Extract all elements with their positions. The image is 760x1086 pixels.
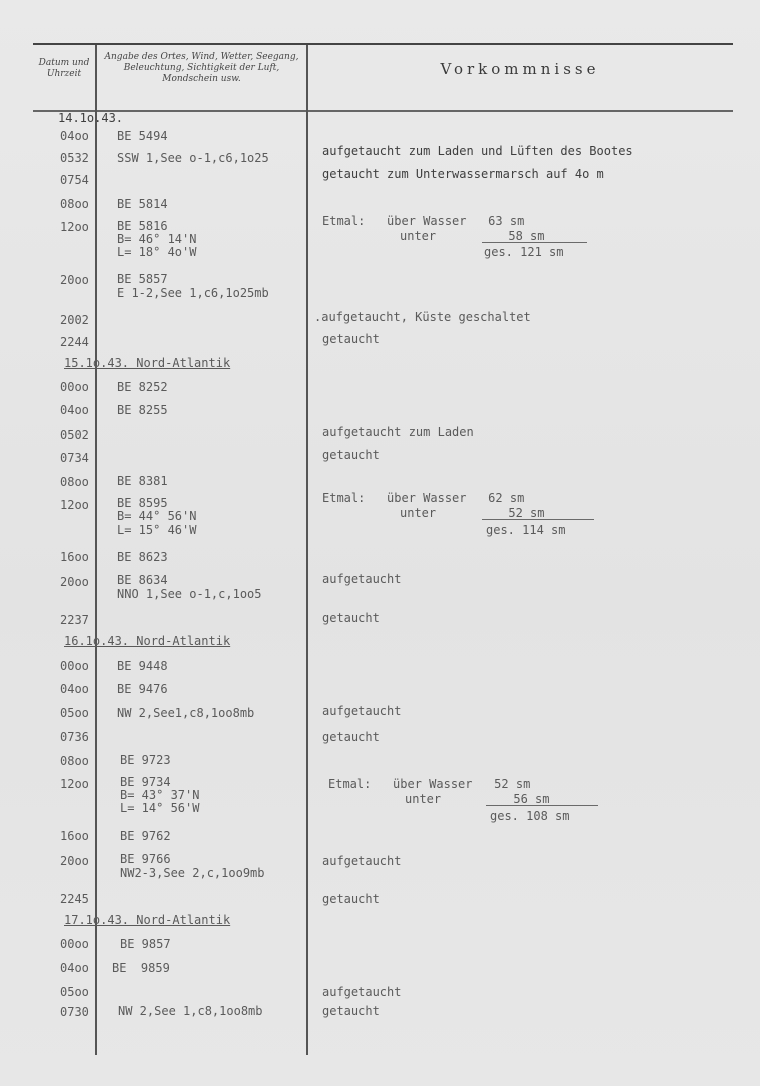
event-cell: getaucht zum Unterwassermarsch auf 4o m xyxy=(322,167,604,181)
latitude-cell: B= 46° 14'N xyxy=(117,232,197,246)
time-cell: 08oo xyxy=(60,197,89,211)
time-cell: 05oo xyxy=(60,706,89,720)
column-divider-date xyxy=(95,45,97,1055)
time-cell: 04oo xyxy=(60,129,89,143)
position-cell: BE 9766 xyxy=(120,852,171,866)
time-cell: 0532 xyxy=(60,151,89,165)
position-cell: BE 8634 xyxy=(117,573,168,587)
top-rule xyxy=(33,43,733,45)
time-cell: 0502 xyxy=(60,428,89,442)
time-cell: 08oo xyxy=(60,754,89,768)
time-cell: 0736 xyxy=(60,730,89,744)
event-cell: getaucht xyxy=(322,332,380,346)
position-cell: BE 5494 xyxy=(117,129,168,143)
etmal-underline xyxy=(486,795,598,806)
longitude-cell: L= 14° 56'W xyxy=(120,801,200,815)
latitude-cell: B= 44° 56'N xyxy=(117,509,197,523)
etmal-total: ges. 114 sm xyxy=(486,523,566,537)
position-cell: BE 5857 xyxy=(117,272,168,286)
time-cell: 05oo xyxy=(60,985,89,999)
header-date: Datum und Uhrzeit xyxy=(38,58,90,79)
position-cell: BE 9734 xyxy=(120,775,171,789)
weather-cell: NW 2,See 1,c8,1oo8mb xyxy=(118,1004,263,1018)
date-heading: 15.1o.43. Nord-Atlantik xyxy=(64,356,231,370)
weather-cell: NW 2,See1,c8,1oo8mb xyxy=(117,706,255,720)
time-cell: 00oo xyxy=(60,937,89,951)
event-cell: aufgetaucht zum Laden und Lüften des Bootes xyxy=(322,144,633,158)
position-cell: BE 5816 xyxy=(117,219,168,233)
position-cell: BE 8595 xyxy=(117,496,168,510)
position-cell: BE 8252 xyxy=(117,380,168,394)
time-cell: 12oo xyxy=(60,220,89,234)
date-heading: 17.1o.43. Nord-Atlantik xyxy=(64,913,231,927)
time-cell: 20oo xyxy=(60,854,89,868)
etmal-underline xyxy=(482,232,587,243)
time-cell: 16oo xyxy=(60,829,89,843)
time-cell: 00oo xyxy=(60,659,89,673)
date-heading: 16.1o.43. Nord-Atlantik xyxy=(64,634,231,648)
event-cell: .aufgetaucht, Küste geschaltet xyxy=(314,310,531,324)
time-cell: 0730 xyxy=(60,1005,89,1019)
event-cell: getaucht xyxy=(322,730,380,744)
position-cell: BE 9476 xyxy=(117,682,168,696)
weather-cell: NNO 1,See o-1,c,1oo5 xyxy=(117,587,262,601)
etmal-line: Etmal: über Wasser 63 sm xyxy=(322,214,525,228)
event-cell: getaucht xyxy=(322,1004,380,1018)
time-cell: 12oo xyxy=(60,498,89,512)
position-cell: BE 9448 xyxy=(117,659,168,673)
time-cell: 2002 xyxy=(60,313,89,327)
time-cell: 12oo xyxy=(60,777,89,791)
header-events: Vorkommnisse xyxy=(440,60,600,78)
longitude-cell: L= 15° 46'W xyxy=(117,523,197,537)
position-cell: BE 8255 xyxy=(117,403,168,417)
longitude-cell: L= 18° 4o'W xyxy=(117,245,197,259)
event-cell: getaucht xyxy=(322,611,380,625)
event-cell: getaucht xyxy=(322,448,380,462)
time-cell: 00oo xyxy=(60,380,89,394)
time-cell: 2237 xyxy=(60,613,89,627)
position-cell: SSW 1,See o-1,c6,1o25 xyxy=(117,151,269,165)
event-cell: aufgetaucht xyxy=(322,704,402,718)
header-rule xyxy=(33,110,733,112)
column-divider-events xyxy=(306,45,308,1055)
position-cell: BE 8623 xyxy=(117,550,168,564)
etmal-line: unter 56 sm xyxy=(405,792,550,806)
time-cell: 0754 xyxy=(60,173,89,187)
position-cell: BE 8381 xyxy=(117,474,168,488)
etmal-total: ges. 108 sm xyxy=(490,809,570,823)
time-cell: 04oo xyxy=(60,403,89,417)
position-cell: BE 9859 xyxy=(112,961,170,975)
etmal-line: Etmal: über Wasser 62 sm xyxy=(322,491,525,505)
time-cell: 16oo xyxy=(60,550,89,564)
event-cell: aufgetaucht zum Laden xyxy=(322,425,474,439)
weather-cell: E 1-2,See 1,c6,1o25mb xyxy=(117,286,269,300)
etmal-line: unter 52 sm xyxy=(400,506,545,520)
position-cell: BE 9762 xyxy=(120,829,171,843)
time-cell: 20oo xyxy=(60,575,89,589)
etmal-line: Etmal: über Wasser 52 sm xyxy=(328,777,531,791)
position-cell: BE 5814 xyxy=(117,197,168,211)
event-cell: getaucht xyxy=(322,892,380,906)
event-cell: aufgetaucht xyxy=(322,854,402,868)
time-cell: 04oo xyxy=(60,682,89,696)
date-heading: 14.1o.43. xyxy=(58,111,124,125)
time-cell: 20oo xyxy=(60,273,89,287)
event-cell: aufgetaucht xyxy=(322,572,402,586)
weather-cell: NW2-3,See 2,c,1oo9mb xyxy=(120,866,265,880)
position-cell: BE 9857 xyxy=(120,937,171,951)
event-cell: aufgetaucht xyxy=(322,985,402,999)
time-cell: 2244 xyxy=(60,335,89,349)
time-cell: 2245 xyxy=(60,892,89,906)
position-cell: BE 9723 xyxy=(120,753,171,767)
time-cell: 04oo xyxy=(60,961,89,975)
etmal-total: ges. 121 sm xyxy=(484,245,564,259)
etmal-underline xyxy=(482,509,594,520)
latitude-cell: B= 43° 37'N xyxy=(120,788,200,802)
time-cell: 0734 xyxy=(60,451,89,465)
time-cell: 08oo xyxy=(60,475,89,489)
header-place: Angabe des Ortes, Wind, Wetter, Seegang, Beleuchtung, Sichtigkeit der Luft, Mondschein usw. xyxy=(104,52,299,84)
etmal-line: unter 58 sm xyxy=(400,229,545,243)
